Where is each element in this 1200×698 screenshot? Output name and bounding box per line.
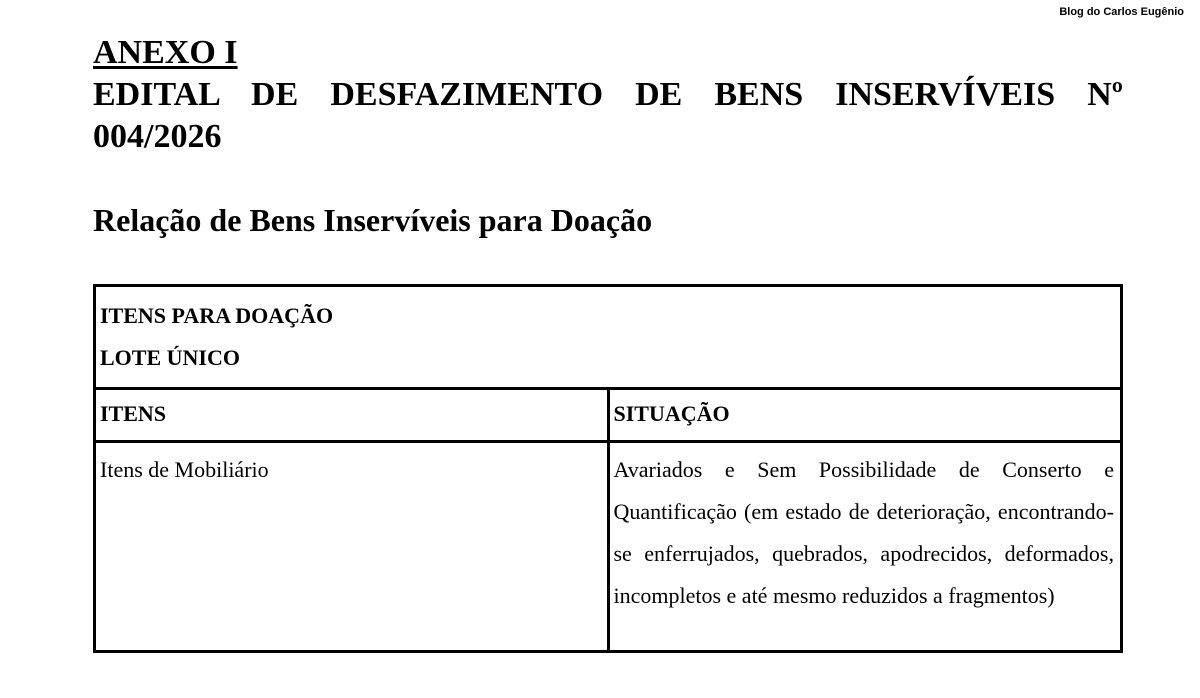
situation-text: Avariados e Sem Possibilidade de Conserto e Quantificação (em estado de deterioração, encontrando-se enferrujados, quebrados, apodrecidos, deformados, incompletos e até mesmo reduzidos a fragmentos) <box>613 457 1114 608</box>
column-header-situation: SITUAÇÃO <box>608 389 1120 442</box>
table-header-row <box>96 389 1120 442</box>
situation-cell <box>608 442 1120 651</box>
document-subtitle: Relação de Bens Inservíveis para Doação <box>93 202 653 238</box>
lote-title: ITENS PARA DOAÇÃO <box>100 303 334 328</box>
lote-header-cell <box>96 287 1120 389</box>
lote-subtitle: LOTE ÚNICO <box>100 345 240 370</box>
annex-title: ANEXO I <box>93 34 238 71</box>
column-header-items: ITENS <box>96 389 608 442</box>
item-cell: Itens de Mobiliário <box>96 442 608 651</box>
table-row <box>96 442 1120 651</box>
items-table <box>93 284 1123 653</box>
edital-title: EDITAL DE DESFAZIMENTO DE BENS INSERVÍVEIS Nº 004/2026 <box>93 76 1123 155</box>
blog-watermark: Blog do Carlos Eugênio <box>1059 6 1184 18</box>
document-heading <box>93 32 1123 158</box>
